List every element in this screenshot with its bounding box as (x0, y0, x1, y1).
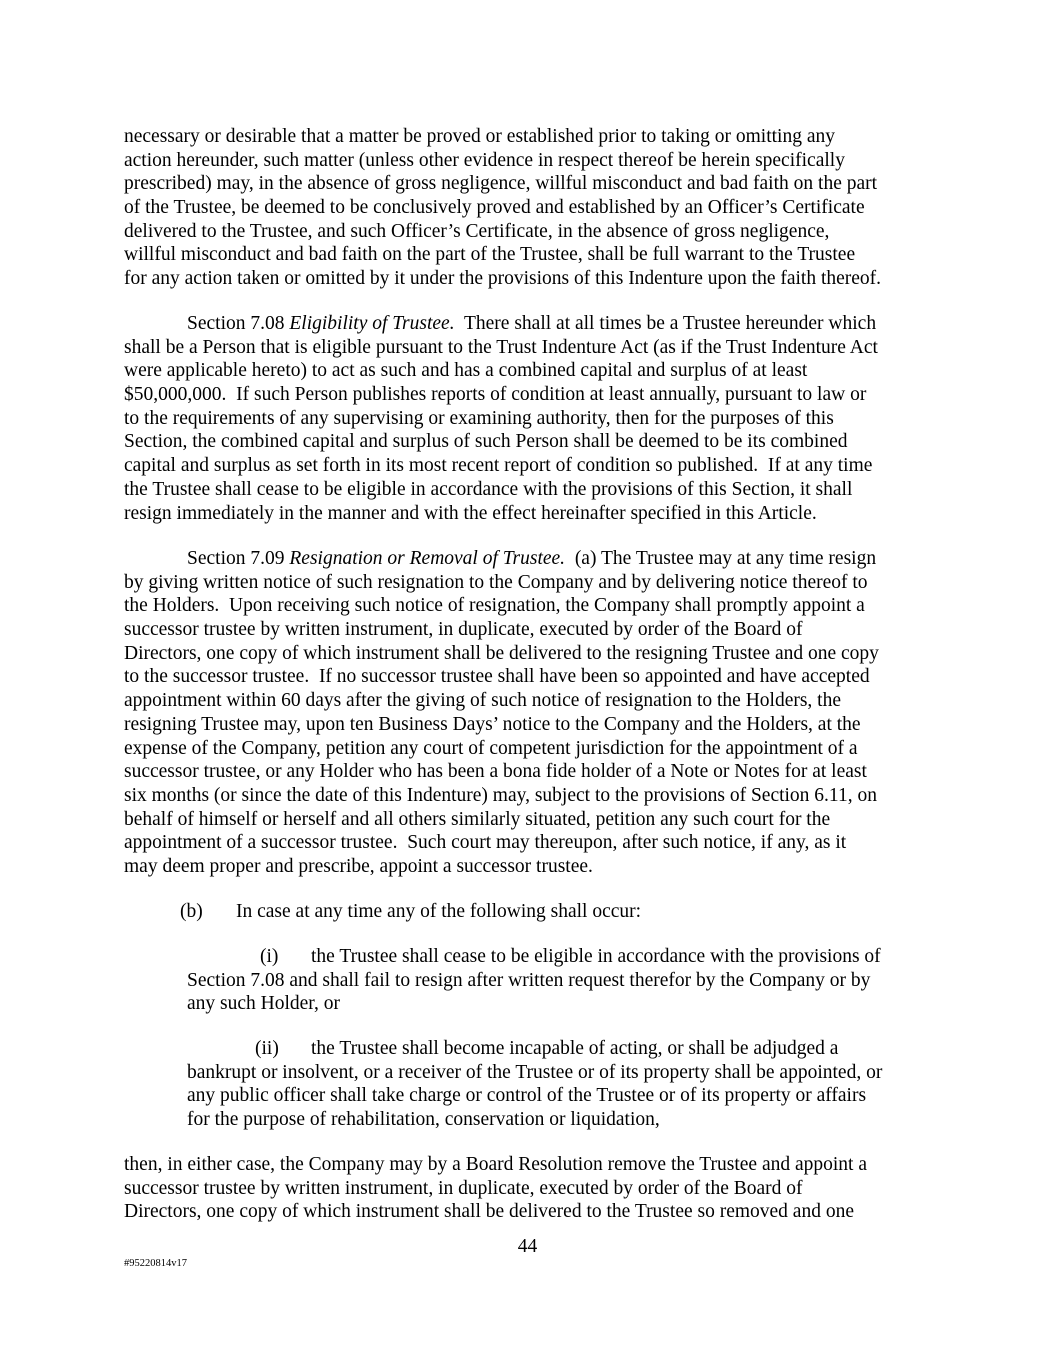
document-id-footer: #95220814v17 (124, 1258, 187, 1269)
line-text: the Trustee shall cease to be eligible in accordance with the provisions of (311, 946, 881, 967)
text-line: six months (or since the date of this Indenture) may, subject to the provisions of Section 6.11, on (124, 784, 877, 806)
text-line (124, 900, 944, 924)
text-line (124, 1084, 944, 1108)
text-line (124, 945, 944, 969)
text-line: willful misconduct and bad faith on the part of the Trustee, shall be full warrant to the Trustee (124, 244, 856, 266)
text-line (124, 992, 944, 1016)
clause-label: (ii) (255, 1038, 279, 1059)
paragraph-section-7-08 (124, 312, 944, 525)
text-line: shall be a Person that is eligible pursuant to the Trust Indenture Act (as if the Trust Indenture Act (124, 336, 878, 358)
text-line: appointment within 60 days after the giving of such notice of resignation to the Holders, the (124, 690, 842, 712)
text-line: to the successor trustee. If no successor trustee shall have been so appointed and have accepted (124, 666, 870, 688)
clause-label: (i) (260, 946, 279, 967)
line-text: for the purpose of rehabilitation, conservation or liquidation, (187, 1109, 660, 1131)
section-number: Section 7.09 (187, 548, 290, 569)
paragraph-clause-i (124, 945, 944, 1016)
line-text: the Trustee shall become incapable of acting, or shall be adjudged a (311, 1038, 839, 1059)
text-line: action hereunder, such matter (unless other evidence in respect thereof be herein specifically (124, 149, 845, 171)
section-number: Section 7.08 (187, 313, 290, 334)
text-line: prescribed) may, in the absence of gross negligence, willful misconduct and bad faith on the part (124, 173, 878, 195)
text-line: the Trustee shall cease to be eligible in accordance with the provisions of this Section, it shall (124, 478, 853, 500)
text-line: Directors, one copy of which instrument shall be delivered to the resigning Trustee and one copy (124, 642, 879, 664)
text-line: by giving written notice of such resignation to the Company and by delivering notice thereof to (124, 571, 868, 593)
paragraph-clause-ii (124, 1037, 944, 1132)
text-line: successor trustee by written instrument, in duplicate, executed by order of the Board of (124, 619, 803, 641)
line-text: (a) The Trustee may at any time resign (565, 548, 877, 569)
text-line (124, 1037, 944, 1061)
text-line: behalf of himself or herself and all others similarly situated, petition any such court for the (124, 808, 831, 830)
text-line: necessary or desirable that a matter be proved or established prior to taking or omitting any (124, 126, 835, 147)
text-line: resigning Trustee may, upon ten Business Days’ notice to the Company and the Holders, at the (124, 713, 861, 735)
line-text: There shall at all times be a Trustee hereunder which (454, 313, 877, 334)
line-text: bankrupt or insolvent, or a receiver of the Trustee or of its property shall be appointed, or (187, 1061, 883, 1083)
text-line: $50,000,000. If such Person publishes reports of condition at least annually, pursuant to law or (124, 384, 867, 406)
text-line: were applicable hereto) to act as such and has a combined capital and surplus of at least (124, 360, 808, 382)
text-line: for any action taken or omitted by it under the provisions of this Indenture upon the faith thereof. (124, 268, 882, 290)
paragraph-p-continuation (124, 125, 944, 291)
paragraph-section-7-09 (124, 547, 944, 879)
line-text: Section 7.08 and shall fail to resign after written request therefor by the Company or by (187, 969, 871, 991)
text-line: then, in either case, the Company may by a Board Resolution remove the Trustee and appoint a (124, 1154, 867, 1175)
text-line: may deem proper and prescribe, appoint a successor trustee. (124, 855, 593, 877)
section-heading: Resignation or Removal of Trustee. (289, 548, 566, 569)
text-line (124, 547, 944, 571)
text-line: delivered to the Trustee, and such Officer’s Certificate, in the absence of gross negligence, (124, 220, 830, 242)
text-line: of the Trustee, be deemed to be conclusively proved and established by an Officer’s Certificate (124, 197, 865, 219)
paragraph-p-then (124, 1153, 944, 1224)
section-heading: Eligibility of Trustee. (289, 313, 455, 334)
text-line (124, 1108, 944, 1132)
text-line: Directors, one copy of which instrument shall be delivered to the Trustee so removed and one (124, 1201, 854, 1223)
page-number: 44 (517, 1236, 538, 1257)
text-line: expense of the Company, petition any court of competent jurisdiction for the appointment of a (124, 737, 858, 759)
text-line: successor trustee, or any Holder who has been a bona fide holder of a Note or Notes for at least (124, 761, 867, 783)
text-line: capital and surplus as set forth in its most recent report of condition so published. If at any time (124, 455, 873, 477)
line-text: In case at any time any of the following shall occur: (236, 901, 642, 922)
line-text: any such Holder, or (187, 993, 341, 1015)
text-line (124, 312, 944, 336)
text-line: successor trustee by written instrument, in duplicate, executed by order of the Board of (124, 1177, 803, 1199)
clause-label: (b) (180, 901, 203, 922)
paragraph-clause-b (124, 900, 944, 924)
text-line (124, 969, 944, 993)
text-line: Section, the combined capital and surplus of such Person shall be deemed to be its combined (124, 431, 848, 453)
text-line: to the requirements of any supervising or examining authority, then for the purposes of this (124, 407, 834, 429)
line-text: any public officer shall take charge or control of the Trustee or of its property or affairs (187, 1085, 867, 1107)
text-line: resign immediately in the manner and with the effect hereinafter specified in this Article. (124, 502, 817, 524)
text-line (124, 1061, 944, 1085)
text-line: appointment of a successor trustee. Such court may thereupon, after such notice, if any, as it (124, 832, 847, 854)
text-line: the Holders. Upon receiving such notice of resignation, the Company shall promptly appoint a (124, 595, 865, 617)
